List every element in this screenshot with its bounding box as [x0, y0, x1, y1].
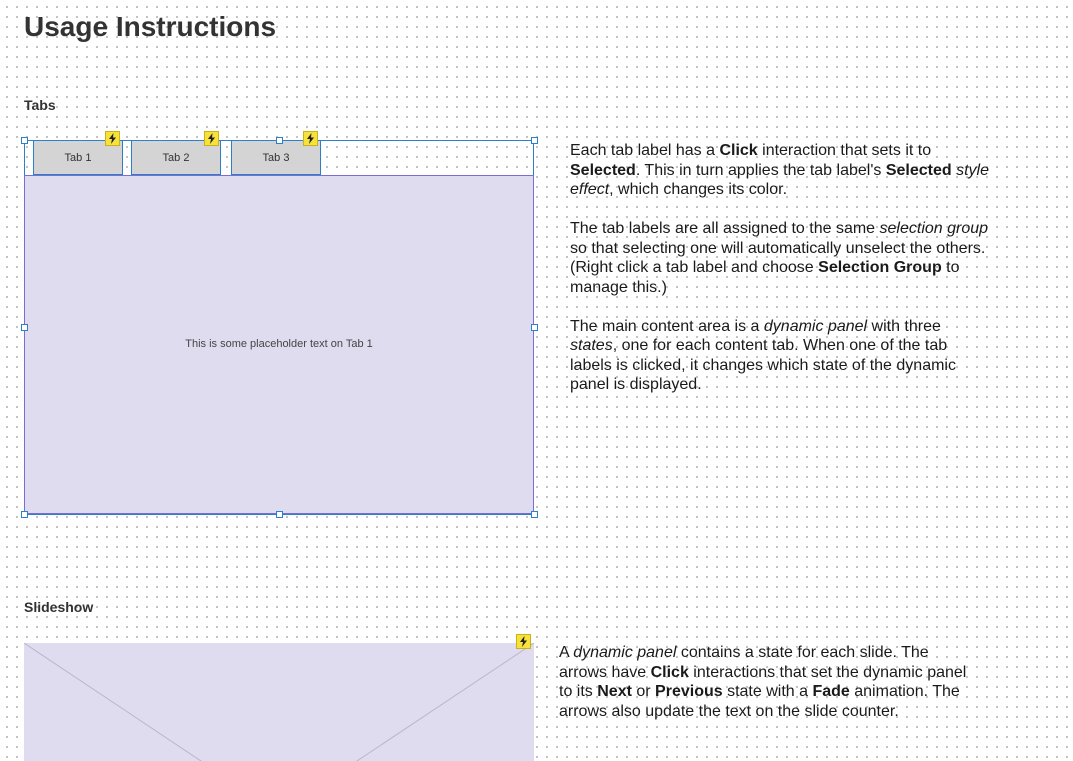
- tabs-description-p3: [570, 317, 990, 395]
- text-run: , which changes its color.: [609, 181, 788, 198]
- slideshow-section-heading: Slideshow: [24, 599, 94, 615]
- tabs-description-p1: [570, 141, 990, 200]
- emphasis-bold: Fade: [812, 683, 850, 700]
- emphasis-bold: Click: [719, 142, 758, 159]
- tabs-description-p2: [570, 219, 990, 297]
- text-run: , one for each content tab. When one of the tab labels is clicked, it changes which state of the dynamic panel is displayed.: [570, 337, 956, 393]
- lightning-bolt-icon[interactable]: [105, 131, 120, 146]
- lightning-bolt-icon[interactable]: [204, 131, 219, 146]
- emphasis-bold: Selection Group: [818, 259, 942, 276]
- text-run: animation. The arrows also update the text on the slide counter.: [559, 683, 960, 720]
- resize-handle-right[interactable]: [531, 324, 538, 331]
- tab-1-label: Tab 1: [64, 151, 92, 164]
- emphasis-bold: Previous: [655, 683, 723, 700]
- text-run: interaction that sets it to: [757, 142, 932, 159]
- text-run: state with a: [722, 683, 813, 700]
- emphasis-bold: Selected: [885, 161, 952, 179]
- text-run: The tab labels are all assigned to the same: [570, 220, 880, 237]
- lightning-bolt-icon[interactable]: [516, 634, 531, 649]
- emphasis-italic: dynamic panel: [573, 644, 677, 661]
- resize-handle-top[interactable]: [276, 137, 283, 144]
- text-run: . This in turn applies the tab label's: [635, 161, 886, 179]
- text-run: so that selecting one will automatically unselect the others. (Right click a tab label and choose: [570, 239, 986, 276]
- emphasis-italic: selection group: [879, 220, 989, 237]
- text-run: or: [631, 683, 656, 700]
- tabs-description: [570, 141, 990, 414]
- image-placeholder-cross: [24, 643, 534, 761]
- text-run: with three: [867, 317, 941, 335]
- emphasis-bold: Click: [650, 663, 689, 681]
- emphasis-italic: states: [570, 337, 613, 354]
- resize-handle-top-right[interactable]: [531, 137, 538, 144]
- tab-2-label: Tab 2: [162, 151, 190, 164]
- emphasis-italic: dynamic panel: [763, 317, 868, 335]
- resize-handle-bottom-left[interactable]: [21, 511, 28, 518]
- text-run: The main content area is a: [570, 317, 764, 335]
- tab-3-label: Tab 3: [262, 151, 290, 164]
- lightning-bolt-icon[interactable]: [303, 131, 318, 146]
- emphasis-bold: Selected: [570, 161, 636, 179]
- slideshow-image-placeholder: [24, 643, 534, 761]
- slideshow-description: [559, 643, 969, 741]
- slideshow-description-p1: [559, 643, 969, 721]
- resize-handle-left[interactable]: [21, 324, 28, 331]
- text-run: interactions that set the dynamic panel to its: [559, 663, 967, 700]
- text-run: contains a state for each slide. The arrows have: [559, 644, 929, 681]
- emphasis-bold: Next: [597, 683, 632, 700]
- text-run: Each tab label has a: [570, 142, 720, 159]
- emphasis-italic: style effect: [570, 161, 989, 198]
- resize-handle-bottom[interactable]: [276, 511, 283, 518]
- text-run: to manage this.): [570, 259, 960, 296]
- resize-handle-top-left[interactable]: [21, 137, 28, 144]
- text-run: A: [559, 644, 574, 661]
- panel-placeholder-text: This is some placeholder text on Tab 1: [185, 337, 373, 350]
- resize-handle-bottom-right[interactable]: [531, 511, 538, 518]
- tabs-section-heading: Tabs: [24, 97, 56, 113]
- tab-content-dynamic-panel: [24, 175, 534, 514]
- page-title: Usage Instructions: [24, 11, 277, 42]
